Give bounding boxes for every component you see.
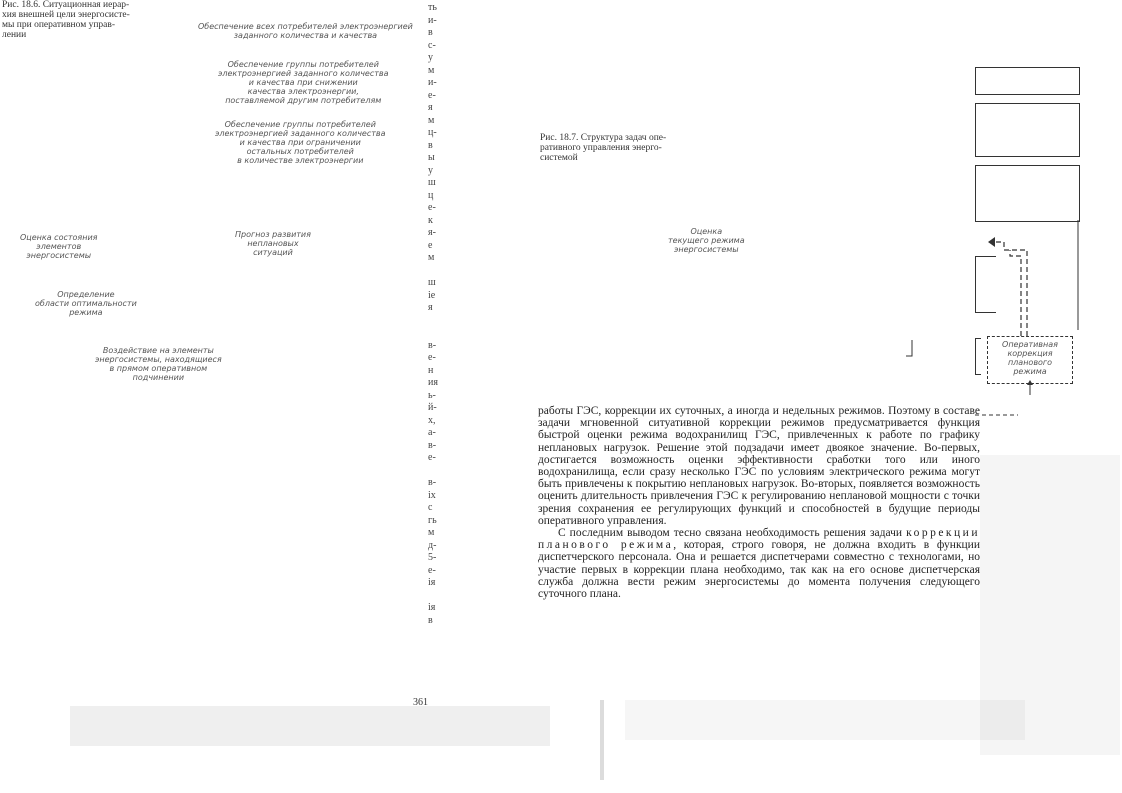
margin-fragment: у bbox=[428, 164, 433, 176]
diagram-box-2 bbox=[975, 103, 1080, 157]
margin-fragment: гь bbox=[428, 514, 437, 526]
margin-fragment: е- bbox=[428, 352, 436, 363]
margin-fragment bbox=[428, 327, 442, 340]
margin-fragment bbox=[428, 590, 442, 603]
diagram-connectors bbox=[900, 220, 1122, 430]
margin-fragment: и- bbox=[428, 14, 437, 26]
margin-fragment: м bbox=[428, 252, 435, 263]
margin-text-fragments bbox=[428, 2, 442, 627]
diagram-label-current-mode: Оценка текущего режима энергосистемы bbox=[668, 227, 745, 254]
body-paragraph-1: работы ГЭС, коррекции их суточных, а иногда и недельных режимов. Поэтому в составе задачи мгновенной ситуативной коррекции режимов предусматривается функция быстрой оценки режима водохранилищ ГЭС, привлеченных к работе по графику неплановых нагрузок. Решение этой подзадачи имеет двоякое значение. Во-первых, достигается возможность оценки эффективности сработки того или иного водохранилища, если сразу несколько ГЭС по условиям электрического режима могут быть привлечены к покрытию неплановых нагрузок. Во-вторых, появляется возможность оценить длительность привлечения ГЭС к регулированию неплановой мощности с точки зрения сохранения ее регулирующих функций и способностей в будущие периоды оперативного управления. bbox=[538, 405, 980, 527]
margin-fragment: ц bbox=[428, 189, 434, 201]
diagram-label-state-assessment: Оценка состояния элементов энергосистемы bbox=[20, 233, 98, 260]
margin-fragment: в bbox=[428, 614, 433, 626]
margin-fragment: е- bbox=[428, 452, 436, 463]
diagram-label-plan-correction: Оперативная коррекция планового режима bbox=[1002, 340, 1058, 376]
margin-fragment: ie bbox=[428, 289, 436, 301]
diagram-label-optimality-area: Определение области оптимальности режима bbox=[35, 290, 137, 317]
margin-fragment bbox=[428, 315, 442, 328]
body-paragraph-2: С последним выводом тесно связана необходимость решения задачи коррекции планового режима, которая, строго говоря, не должна входить в функции диспетчерского персонала. Она и решается диспетчерами совместно с технологами, но участие первых в коррекции плана необходимо, так как на его основе диспетчерская служба должна вести режим энергосистемы до момента получения следующего суточного плана. bbox=[538, 527, 980, 601]
diagram-label-influence: Воздействие на элементы энергосистемы, находящиеся в прямом оперативном подчинении bbox=[95, 346, 222, 382]
margin-fragment: е bbox=[428, 239, 433, 251]
margin-fragment: е- bbox=[428, 89, 436, 101]
margin-fragment: в bbox=[428, 27, 433, 38]
margin-fragment: я- bbox=[428, 227, 436, 238]
margin-fragment: в- bbox=[428, 339, 437, 351]
margin-fragment: с bbox=[428, 502, 433, 513]
margin-fragment: и- bbox=[428, 77, 437, 88]
margin-fragment: в- bbox=[428, 477, 437, 488]
margin-fragment: ия bbox=[428, 377, 438, 388]
diagram-label-forecast: Прогноз развития неплановых ситуаций bbox=[235, 230, 311, 257]
page-number: 361 bbox=[413, 697, 428, 708]
margin-fragment: к bbox=[428, 214, 433, 226]
diagram-label-goal-top: Обеспечение всех потребителей электроэнергией заданного количества и качества bbox=[198, 22, 413, 40]
margin-fragment: я bbox=[428, 102, 433, 113]
margin-fragment: д- bbox=[428, 539, 437, 551]
margin-fragment: й- bbox=[428, 402, 437, 413]
margin-fragment: ш bbox=[428, 177, 436, 188]
figure-caption-18-7: Рис. 18.7. Структура задач опе- ративного управления энерго- системой bbox=[540, 133, 667, 163]
margin-fragment: е- bbox=[428, 202, 436, 213]
margin-fragment: в- bbox=[428, 439, 437, 451]
margin-fragment bbox=[428, 465, 442, 478]
margin-fragment: в bbox=[428, 139, 433, 151]
diagram-box-3 bbox=[975, 165, 1080, 222]
margin-fragment: с- bbox=[428, 39, 436, 51]
margin-fragment: 5- bbox=[428, 552, 437, 563]
margin-fragment: а- bbox=[428, 427, 436, 438]
margin-fragment: ы bbox=[428, 152, 435, 163]
scan-artifact-left bbox=[70, 706, 550, 746]
margin-fragment: м bbox=[428, 527, 435, 538]
margin-fragment: я bbox=[428, 302, 433, 313]
margin-fragment: ь- bbox=[428, 389, 436, 401]
diagram-label-goal-group2: Обеспечение группы потребителей электроэнергией заданного количества и качества при ограничении остальных потребителей в количестве электроэнергии bbox=[215, 120, 386, 165]
margin-fragment: м bbox=[428, 114, 435, 126]
margin-fragment: е- bbox=[428, 564, 436, 576]
margin-fragment: ш bbox=[428, 277, 436, 288]
margin-fragment: х, bbox=[428, 414, 436, 426]
margin-fragment: ц- bbox=[428, 127, 437, 138]
margin-fragment: ть bbox=[428, 2, 437, 13]
margin-fragment: н bbox=[428, 364, 434, 376]
margin-fragment: ix bbox=[428, 489, 436, 501]
margin-fragment: ія bbox=[428, 602, 436, 613]
figure-caption-18-6: Рис. 18.6. Ситуационная иерар- хия внешней цели энергосисте- мы при оперативном управ- лении bbox=[2, 0, 130, 40]
margin-fragment: м bbox=[428, 64, 435, 76]
margin-fragment bbox=[428, 265, 442, 278]
margin-fragment: у bbox=[428, 52, 433, 63]
diagram-box-1 bbox=[975, 67, 1080, 95]
body-text bbox=[538, 405, 980, 600]
diagram-label-goal-group1: Обеспечение группы потребителей электроэнергией заданного количества и качества при снижении качества электроэнергии, поставляемой другим потребителям bbox=[218, 60, 389, 105]
scan-artifact-fold bbox=[600, 700, 604, 780]
margin-fragment: ія bbox=[428, 577, 436, 588]
scan-artifact-bottom bbox=[625, 700, 1025, 740]
